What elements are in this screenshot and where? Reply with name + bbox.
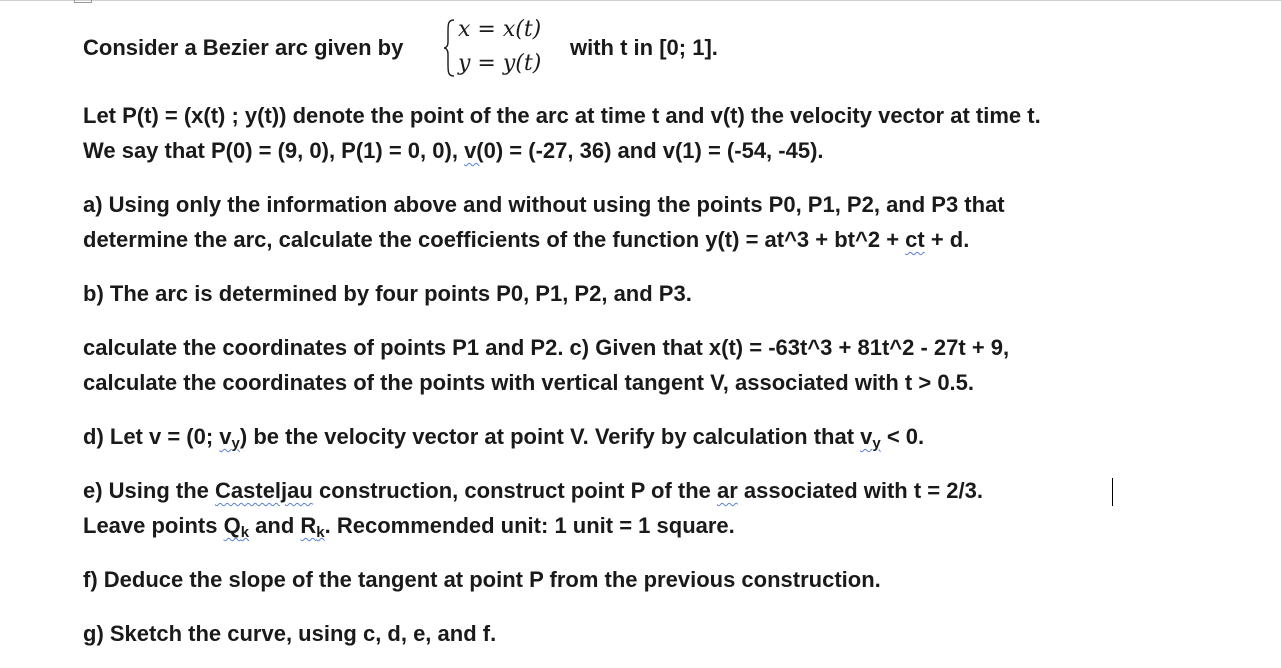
text-run: Leave points [83, 513, 224, 538]
text-run: construction, construct point P of the [312, 478, 717, 503]
text-run: determine the arc, calculate the coefficients of the function y(t) = at^3 + bt^2 + [83, 227, 906, 252]
question-e-line-1 [83, 478, 983, 504]
page-top-border [0, 0, 1281, 1]
rk-base: R [300, 513, 317, 538]
text-run: . Recommended unit: 1 unit = 1 square. [324, 513, 735, 538]
spell-flag-casteljau: Casteljau [215, 478, 313, 503]
velocity-v-underlined: v( [464, 138, 484, 163]
qk-subscript: k [240, 524, 250, 541]
question-f-line-1: f) Deduce the slope of the tangent at point P from the previous construction. [83, 567, 881, 592]
vy-base: v [860, 424, 873, 449]
equation-y-text: y = y(t) [458, 51, 542, 76]
text-run: d) Let v = (0; [83, 424, 220, 449]
spell-flag-ar: ar [717, 478, 738, 503]
vy-base: v [219, 424, 232, 449]
equation-x [458, 17, 541, 43]
question-c-line-2: calculate the coordinates of the points with vertical tangent V, associated with t > 0.5. [83, 370, 975, 395]
text-run: and [249, 513, 301, 538]
equation-y [458, 51, 541, 77]
question-d-line-1 [83, 424, 924, 457]
question-b-line-1: b) The arc is determined by four points P0, P1, P2, and P3. [83, 281, 692, 306]
intro-prefix: Consider a Bezier arc given by [83, 35, 404, 60]
system-brace [443, 18, 455, 78]
text-run: associated with t = 2/3. [737, 478, 983, 503]
spell-flag-rk [300, 513, 325, 541]
text-run: We say that P(0) = (9, 0), P(1) = 0, 0), [83, 138, 465, 163]
intro-suffix: with t in [0; 1]. [570, 35, 718, 60]
paragraph-definition-line-1: Let P(t) = (x(t) ; y(t)) denote the point of the arc at time t and v(t) the velocity vector at time t. [83, 103, 1041, 128]
text-run: ) be the velocity vector at point V. Verify by calculation that [239, 424, 861, 449]
text-run: < 0. [880, 424, 925, 449]
vy-subscript: y [231, 435, 240, 452]
spell-flag-vy-2 [860, 424, 881, 452]
qk-base: Q [223, 513, 241, 538]
spell-flag-ct: ct [905, 227, 925, 252]
question-c-line-1: calculate the coordinates of points P1 and P2. c) Given that x(t) = -63t^3 + 81t^2 - 27t + 9, [83, 335, 1010, 360]
spell-flag-qk [223, 513, 250, 541]
question-e-line-2 [83, 513, 735, 546]
question-a-line-1: a) Using only the information above and without using the points P0, P1, P2, and P3 that [83, 192, 1005, 217]
text-run: 0) = (-27, 36) and v(1) = (-54, -45). [483, 138, 824, 163]
margin-corner-mark [74, 0, 92, 3]
text-cursor [1112, 478, 1113, 506]
equation-x-text: x = x(t) [458, 17, 542, 42]
text-run: e) Using the [83, 478, 216, 503]
rk-subscript: k [316, 524, 325, 541]
spell-flag-vy [219, 424, 240, 452]
paragraph-definition-line-2 [83, 138, 824, 164]
question-g-line-1: g) Sketch the curve, using c, d, e, and f. [83, 621, 497, 646]
text-run: + d. [924, 227, 970, 252]
question-a-line-2 [83, 227, 969, 253]
vy-subscript: y [872, 435, 881, 452]
